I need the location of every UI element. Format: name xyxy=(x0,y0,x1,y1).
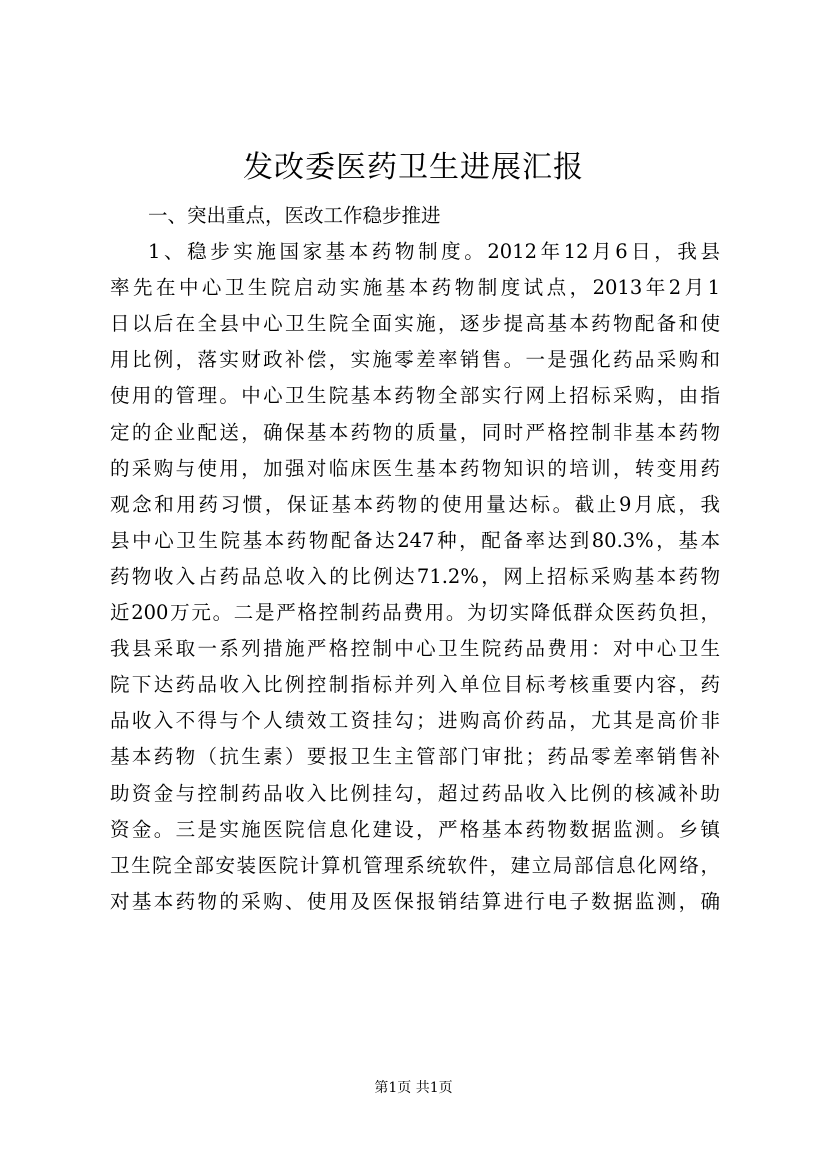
paragraph-line: 药物收入占药品总收入的比例达71.2%，网上招标采购基本药物 xyxy=(110,564,720,588)
paragraph-line: 卫生院全部安装医院计算机管理系统软件，建立局部信息化网络， xyxy=(110,853,720,877)
paragraph-line: 用比例，落实财政补偿，实施零差率销售。一是强化药品采购和 xyxy=(110,348,720,372)
paragraph-line: 日以后在全县中心卫生院全面实施，逐步提高基本药物配备和使 xyxy=(110,312,720,336)
paragraph-line: 资金。三是实施医院信息化建设，严格基本药物数据监测。乡镇 xyxy=(110,817,720,841)
paragraph-line: 的采购与使用，加强对临床医生基本药物知识的培训，转变用药 xyxy=(110,456,720,480)
section-heading: 一、突出重点，医改工作稳步推进 xyxy=(148,204,441,227)
paragraph-line: 近200万元。二是严格控制药品费用。为切实降低群众医药负担， xyxy=(110,601,720,625)
paragraph-line: 助资金与控制药品收入比例挂勾，超过药品收入比例的核减补助 xyxy=(110,781,720,805)
paragraph-line: 品收入不得与个人绩效工资挂勾；进购高价药品，尤其是高价非 xyxy=(110,709,720,733)
paragraph-line: 基本药物（抗生素）要报卫生主管部门审批；药品零差率销售补 xyxy=(110,745,720,769)
paragraph-line: 定的企业配送，确保基本药物的质量，同时严格控制非基本药物 xyxy=(110,420,720,444)
paragraph-line: 对基本药物的采购、使用及医保报销结算进行电子数据监测，确 xyxy=(110,889,720,913)
paragraph-line: 我县采取一系列措施严格控制中心卫生院药品费用：对中心卫生 xyxy=(110,637,720,661)
paragraph-line: 使用的管理。中心卫生院基本药物全部实行网上招标采购，由指 xyxy=(110,384,720,408)
paragraph-line: 观念和用药习惯，保证基本药物的使用量达标。截止9月底，我 xyxy=(110,492,720,516)
paragraph-line: 率先在中心卫生院启动实施基本药物制度试点，2013年2月1 xyxy=(110,276,720,300)
document-body xyxy=(110,198,720,920)
page-footer: 第1页 共1页 xyxy=(374,1080,453,1096)
document-title: 发改委医药卫生进展汇报 xyxy=(243,150,584,185)
paragraph-line: 院下达药品收入比例控制指标并列入单位目标考核重要内容，药 xyxy=(110,673,720,697)
paragraph-line: 县中心卫生院基本药物配备达247种，配备率达到80.3%，基本 xyxy=(110,528,720,552)
paragraph-line: 1、稳步实施国家基本药物制度。2012年12月6日，我县 xyxy=(148,240,720,264)
